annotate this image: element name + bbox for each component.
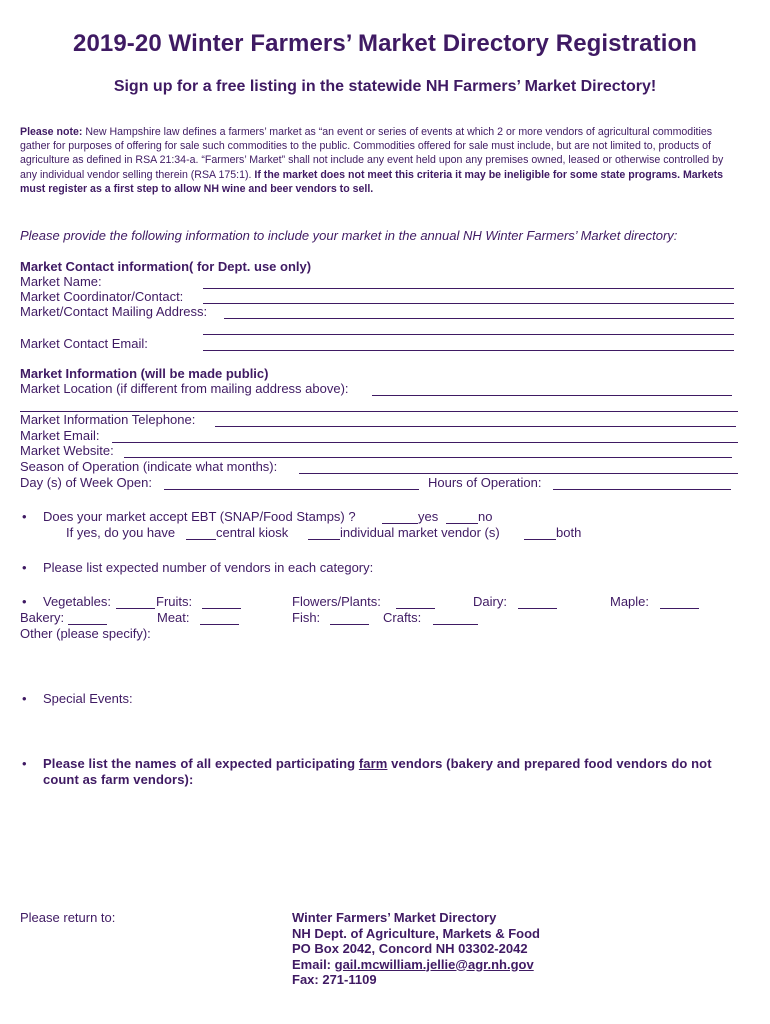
- meat-field[interactable]: [200, 624, 239, 625]
- ebt-yes-field[interactable]: [382, 523, 418, 524]
- note-bold-tail: If the market does not meet this criteria it may be ineligible for some state programs. Markets must register as a first step to allow NH wine and beer vendors to sell.: [20, 168, 724, 195]
- vegetables-field[interactable]: [116, 608, 155, 609]
- individual-vendor-label: individual market vendor (s): [340, 525, 500, 540]
- fish-field[interactable]: [330, 624, 369, 625]
- central-kiosk-label: central kiosk: [216, 525, 289, 540]
- fruits-label: Fruits:: [156, 594, 193, 609]
- coordinator-field[interactable]: [203, 303, 734, 304]
- address-line-3: PO Box 2042, Concord NH 03302-2042: [292, 941, 528, 956]
- meat-label: Meat:: [157, 610, 190, 625]
- hours-field[interactable]: [553, 489, 731, 490]
- bullet-icon: •: [22, 756, 27, 771]
- bakery-label: Bakery:: [20, 610, 65, 625]
- ebt-question: Does your market accept EBT (SNAP/Food Stamps) ?: [43, 509, 356, 524]
- page-subtitle: Sign up for a free listing in the statewide NH Farmers’ Market Directory!: [113, 78, 657, 95]
- email-link[interactable]: gail.mcwilliam.jellie@agr.nh.gov: [334, 956, 534, 972]
- farm-vendors-prompt: [43, 756, 743, 788]
- mailing-address-label: Market/Contact Mailing Address:: [20, 304, 208, 319]
- maple-field[interactable]: [660, 608, 699, 609]
- days-label: Day (s) of Week Open:: [20, 475, 152, 490]
- mailing-address-field-2[interactable]: [203, 334, 734, 335]
- farm-vendors-after: vendors (bakery and prepared food vendors do not count as farm vendors):: [43, 756, 712, 787]
- ebt-no-label: no: [478, 509, 493, 524]
- market-name-field[interactable]: [203, 288, 734, 289]
- fish-label: Fish:: [292, 610, 321, 625]
- special-events-label: Special Events:: [43, 691, 133, 706]
- bullet-icon: •: [22, 509, 27, 524]
- address-line-1: Winter Farmers’ Market Directory: [292, 910, 497, 925]
- crafts-field[interactable]: [433, 624, 478, 625]
- fruits-field[interactable]: [202, 608, 241, 609]
- hours-label: Hours of Operation:: [428, 475, 542, 490]
- market-name-label: Market Name:: [20, 274, 102, 289]
- location-field[interactable]: [372, 395, 732, 396]
- season-label: Season of Operation (indicate what months):: [20, 459, 278, 474]
- both-field[interactable]: [524, 539, 556, 540]
- instructions: Please provide the following information to include your market in the annual NH Winter Farmers’ Market directory:: [20, 228, 678, 243]
- note-label: Please note:: [20, 126, 83, 138]
- crafts-label: Crafts:: [383, 610, 422, 625]
- legal-note: [20, 125, 742, 196]
- bullet-icon: •: [22, 594, 27, 609]
- coordinator-label: Market Coordinator/Contact:: [20, 289, 184, 304]
- telephone-label: Market Information Telephone:: [20, 412, 196, 427]
- contact-email-label: Market Contact Email:: [20, 336, 148, 351]
- website-field[interactable]: [124, 457, 732, 458]
- fax-line: Fax: 271-1109: [292, 972, 377, 987]
- market-email-label: Market Email:: [20, 428, 100, 443]
- market-email-field[interactable]: [112, 442, 738, 443]
- note-body: New Hampshire law defines a farmers’ market as “an event or series of events at which 2 or more vendors of agricultural commodities gather for purposes of offering for sale such commodities to the public. Commodities offered for sale must include, but are not limited to, products of agriculture as defined in RSA 21:34-a. “Farmers’ Market” shall not include any event held upon any premises owned, leased or otherwise controlled by any individual vendor selling therein (RSA 175:1).: [20, 126, 724, 181]
- page-title: 2019-20 Winter Farmers’ Market Directory Registration: [73, 30, 697, 57]
- dairy-field[interactable]: [518, 608, 557, 609]
- vegetables-label: Vegetables:: [43, 594, 111, 609]
- flowers-field[interactable]: [396, 608, 435, 609]
- return-label: Please return to:: [20, 910, 116, 925]
- days-field[interactable]: [164, 489, 419, 490]
- dairy-label: Dairy:: [473, 594, 507, 609]
- email-line: [292, 957, 540, 973]
- farm-vendors-before: Please list the names of all expected participating: [43, 756, 356, 771]
- farm-word: farm: [358, 756, 388, 771]
- address-line-2: NH Dept. of Agriculture, Markets & Food: [292, 925, 540, 941]
- bakery-field[interactable]: [68, 624, 107, 625]
- other-label: Other (please specify):: [20, 626, 151, 641]
- central-kiosk-field[interactable]: [186, 539, 216, 540]
- bullet-icon: •: [22, 691, 27, 706]
- contact-email-field[interactable]: [203, 350, 734, 351]
- website-label: Market Website:: [20, 443, 114, 458]
- location-label: Market Location (if different from mailing address above):: [20, 381, 349, 396]
- info-heading: Market Information (will be made public): [20, 366, 269, 381]
- contact-heading: Market Contact information( for Dept. use only): [20, 259, 312, 274]
- season-field[interactable]: [299, 473, 738, 474]
- maple-label: Maple:: [610, 594, 650, 609]
- individual-vendor-field[interactable]: [308, 539, 340, 540]
- email-label: Email:: [292, 956, 332, 972]
- ebt-yes-label: yes: [418, 509, 439, 524]
- flowers-label: Flowers/Plants:: [292, 594, 381, 609]
- bullet-icon: •: [22, 560, 27, 575]
- return-address: [292, 910, 540, 988]
- telephone-field[interactable]: [215, 426, 736, 427]
- ebt-no-field[interactable]: [446, 523, 478, 524]
- vendors-prompt: Please list expected number of vendors in each category:: [43, 560, 374, 575]
- ebt-if-yes: If yes, do you have: [66, 525, 176, 540]
- mailing-address-field[interactable]: [224, 318, 734, 319]
- both-label: both: [556, 525, 582, 540]
